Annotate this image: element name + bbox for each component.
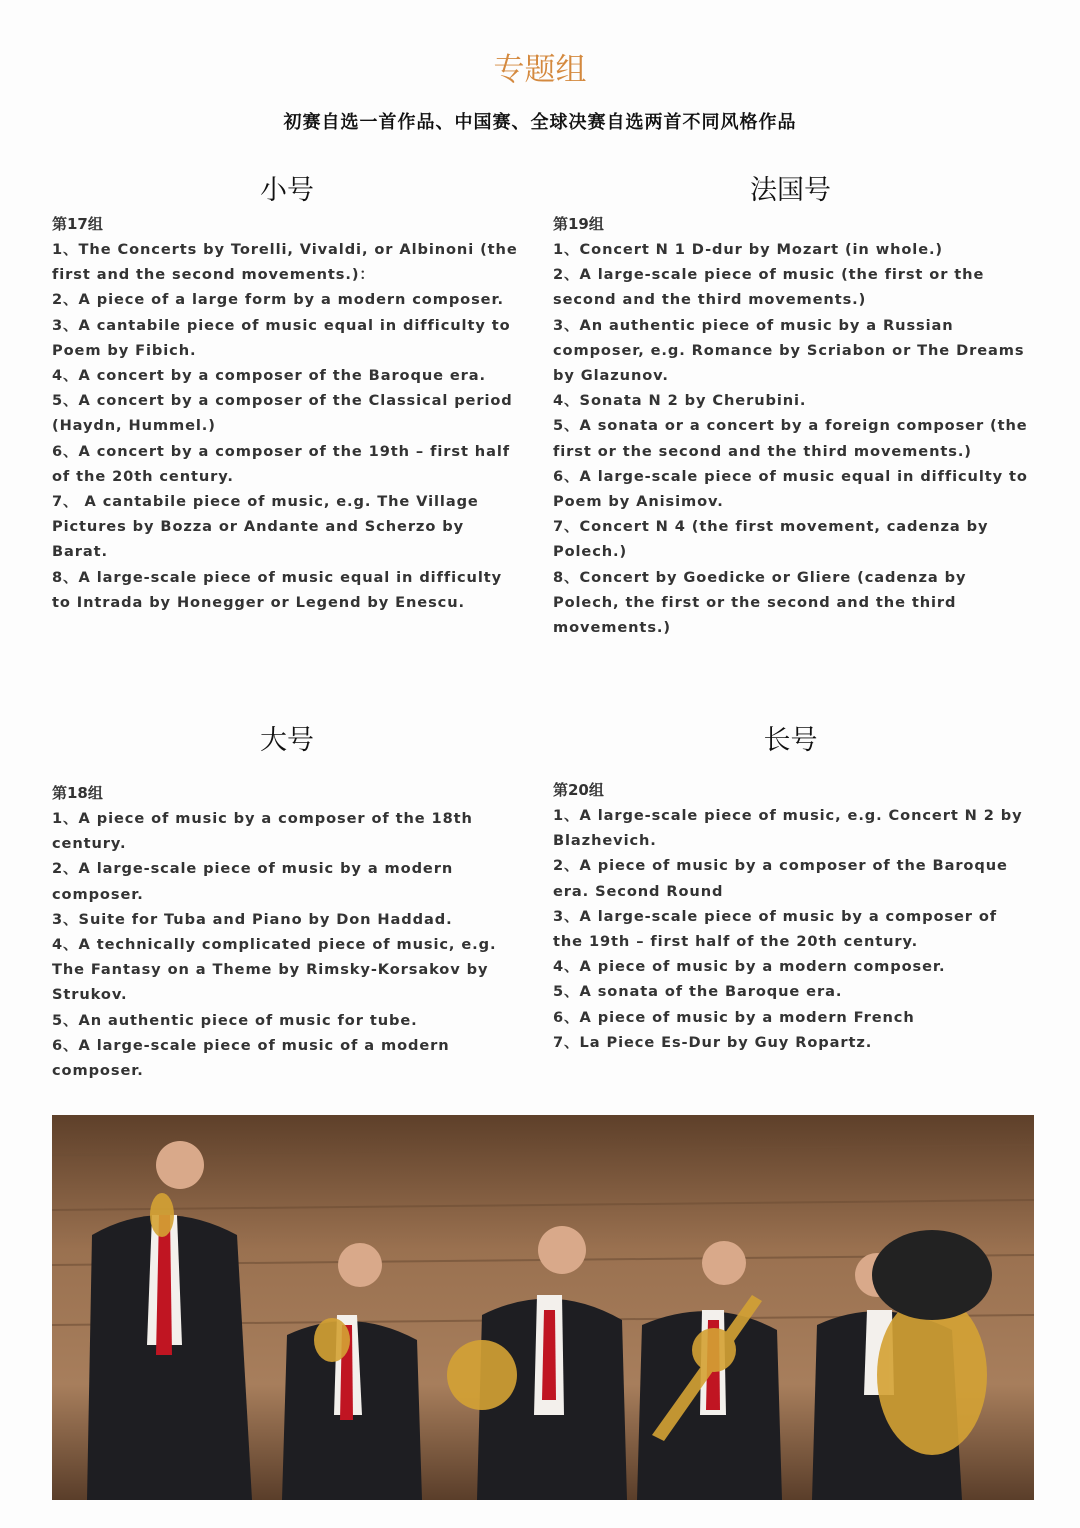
section-french-horn [553, 168, 1028, 640]
instrument-heading: 长号 [763, 725, 818, 756]
repertoire-item: 6、A piece of music by a modern French [553, 1008, 915, 1026]
brass-quintet-photo [52, 1115, 1034, 1500]
repertoire-item: 1、The Concerts by Torelli, Vivaldi, or Albinoni (the first and the second movements.)： [52, 241, 518, 284]
repertoire-item: 4、A piece of music by a modern composer. [553, 958, 946, 976]
group-label: 第17组 [52, 215, 103, 233]
repertoire-item: 2、A piece of music by a composer of the Baroque era. Second Round [553, 857, 1008, 900]
section-trumpet [52, 168, 522, 615]
repertoire-item: 6、A large-scale piece of music equal in difficulty to Poem by Anisimov. [553, 467, 1028, 511]
repertoire-item: 1、Concert N 1 D-dur by Mozart (in whole.) [553, 241, 944, 258]
group-label: 第18组 [52, 784, 103, 802]
repertoire-item: 7、 A cantabile piece of music, e.g. The Village Pictures by Bozza or Andante and Scherzo by Barat. [52, 493, 479, 561]
repertoire-item: 3、A cantabile piece of music equal in difficulty to Poem by Fibich. [52, 316, 511, 359]
repertoire-item: 6、A large-scale piece of music of a modern composer. [52, 1036, 450, 1080]
repertoire-item: 5、A sonata of the Baroque era. [553, 983, 843, 1001]
repertoire-item: 3、A large-scale piece of music by a composer of the 19th – first half of the 20th century. [553, 907, 998, 951]
repertoire-item: 5、An authentic piece of music for tube. [52, 1011, 418, 1029]
instrument-heading: 法国号 [750, 175, 831, 206]
repertoire-item: 2、A large-scale piece of music (the first or the second and the third movements.) [553, 266, 985, 309]
repertoire-item: 3、An authentic piece of music by a Russian composer, e.g. Romance by Scriabon or The Dreams by Glazunov. [553, 316, 1025, 385]
group-label: 第19组 [553, 215, 604, 233]
page-subtitle: 初赛自选一首作品、中国赛、全球决赛自选两首不同风格作品 [283, 112, 797, 133]
repertoire-item: 2、A large-scale piece of music by a modern composer. [52, 860, 454, 903]
repertoire-item: 6、A concert by a composer of the 19th – first half of the 20th century. [52, 442, 510, 485]
section-tuba [52, 718, 522, 1083]
repertoire-item: 8、A large-scale piece of music equal in difficulty to Intrada by Honegger or Legend by Enescu. [52, 568, 503, 611]
repertoire-list [553, 803, 1028, 1055]
page-title: 专题组 [493, 52, 587, 88]
repertoire-item: 4、A technically complicated piece of music, e.g. The Fantasy on a Theme by Rimsky-Korsakov by Strukov. [52, 936, 497, 1004]
repertoire-list [52, 237, 522, 615]
repertoire-item: 2、A piece of a large form by a modern composer. [52, 291, 504, 309]
repertoire-list [553, 237, 1028, 640]
repertoire-item: 1、A piece of music by a composer of the 18th century. [52, 810, 473, 853]
repertoire-item: 7、La Piece Es-Dur by Guy Ropartz. [553, 1033, 873, 1051]
repertoire-item: 5、A sonata or a concert by a foreign composer (the first or the second and the third movements.) [553, 417, 1028, 460]
instrument-heading: 小号 [260, 175, 314, 206]
group-label: 第20组 [553, 781, 604, 799]
repertoire-item: 3、Suite for Tuba and Piano by Don Haddad. [52, 910, 453, 928]
repertoire-item: 4、Sonata N 2 by Cherubini. [553, 392, 807, 410]
section-trombone [553, 718, 1028, 1055]
repertoire-item: 8、Concert by Goedicke or Gliere (cadenza by Polech, the first or the second and the third movements.) [553, 568, 967, 637]
instrument-heading: 大号 [260, 725, 314, 756]
repertoire-item: 1、A large-scale piece of music, e.g. Concert N 2 by Blazhevich. [553, 807, 1023, 850]
repertoire-item: 7、Concert N 4 (the first movement, cadenza by Polech.) [553, 518, 989, 561]
repertoire-item: 5、A concert by a composer of the Classical period (Haydn, Hummel.) [52, 392, 513, 435]
repertoire-list [52, 806, 522, 1083]
repertoire-item: 4、A concert by a composer of the Baroque era. [52, 367, 486, 385]
